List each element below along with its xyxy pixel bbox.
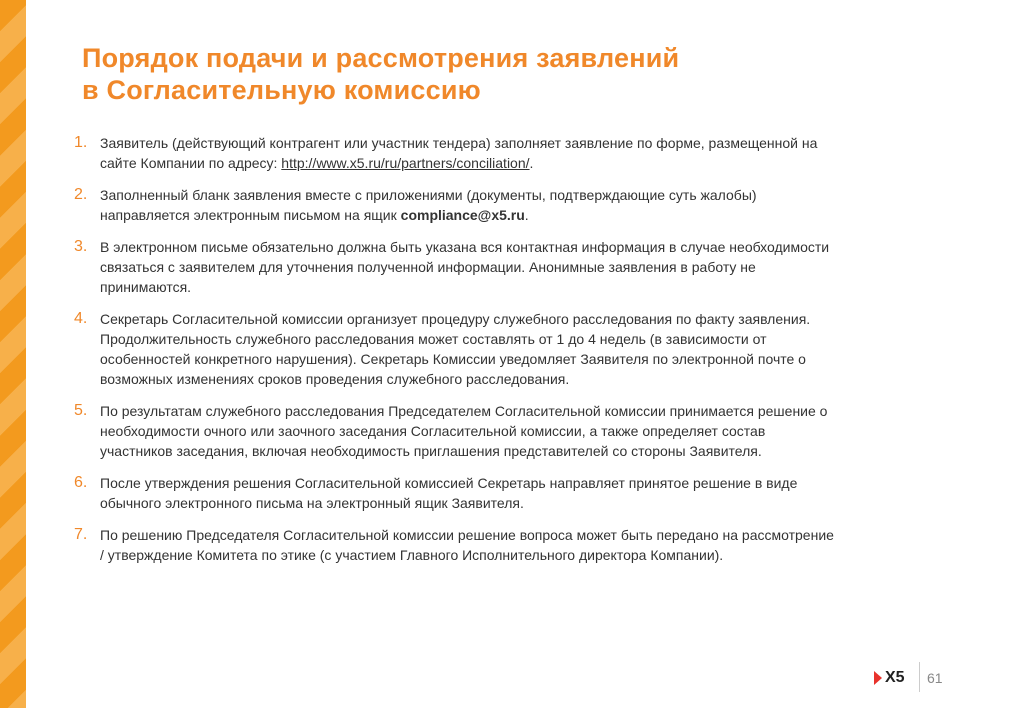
item-text: По решению Председателя Согласительной комиссии решение вопроса может быть передано на рассмотрение / утверждение Комитета по этике (с участием Главного Исполнительного директора Компании). bbox=[100, 527, 834, 563]
item-text bbox=[100, 133, 834, 173]
item-number: 3. bbox=[74, 238, 88, 255]
item-text: После утверждения решения Согласительной комиссией Секретарь направляет принятое решение в виде обычного электронного письма на электронный ящик Заявителя. bbox=[100, 475, 798, 511]
item-text-post: . bbox=[529, 155, 534, 171]
compliance-email: compliance@x5.ru bbox=[400, 207, 525, 223]
item-text: В электронном письме обязательно должна быть указана вся контактная информация в случае необходимости связаться с заявителем для уточнения полученной информации. Анонимные заявления в работу не принимаются. bbox=[100, 239, 830, 295]
item-number: 5. bbox=[74, 402, 88, 419]
page-title-line1: Порядок подачи и рассмотрения заявлений bbox=[82, 43, 680, 73]
item-number: 2. bbox=[74, 186, 88, 203]
item-text-pre: Заявитель (действующий контрагент или участник тендера) заполняет заявление по форме, размещенной на сайте Компании по адресу: bbox=[100, 135, 818, 171]
item-text: Секретарь Согласительной комиссии организует процедуру служебного расследования по факту заявления. Продолжительность служебного расследования может составлять от 1 до 4 недель (в зависимости от особенностей конкретного нарушения). Секретарь Комиссии уведомляет Заявителя по электронной почте о возможных изменениях сроков проведения служебного расследования. bbox=[100, 311, 811, 387]
list-item bbox=[74, 133, 834, 173]
list-item bbox=[74, 185, 834, 225]
item-number: 6. bbox=[74, 474, 88, 491]
item-number: 4. bbox=[74, 310, 88, 327]
item-text bbox=[100, 185, 834, 225]
footer-divider bbox=[919, 662, 920, 692]
page-number: 61 bbox=[927, 670, 943, 686]
item-text-post: . bbox=[524, 207, 529, 223]
conciliation-link[interactable]: http://www.x5.ru/ru/partners/conciliation/ bbox=[281, 155, 530, 171]
page-title bbox=[82, 42, 962, 106]
list-item bbox=[74, 473, 834, 513]
list-item bbox=[74, 401, 834, 461]
item-text: По результатам служебного расследования Председателем Согласительной комиссии принимается решение о необходимости очного или заочного заседания Согласительной комиссии, а также определяет состав участников заседания, включая необходимость приглашения представителей со стороны Заявителя. bbox=[100, 403, 828, 459]
item-number: 1. bbox=[74, 134, 88, 151]
decorative-side-band bbox=[0, 0, 26, 708]
list-item bbox=[74, 525, 834, 565]
page-title-line2: в Согласительную комиссию bbox=[82, 75, 481, 105]
logo-chevron-icon bbox=[874, 671, 882, 685]
procedure-list bbox=[74, 133, 834, 577]
list-item bbox=[74, 309, 834, 389]
logo-text: X5 bbox=[885, 669, 905, 686]
x5-logo bbox=[874, 668, 905, 688]
list-item bbox=[74, 237, 834, 297]
item-text-pre: Заполненный бланк заявления вместе с приложениями (документы, подтверждающие суть жалобы) направляется электронным письмом на ящик bbox=[100, 187, 757, 223]
item-number: 7. bbox=[74, 526, 88, 543]
